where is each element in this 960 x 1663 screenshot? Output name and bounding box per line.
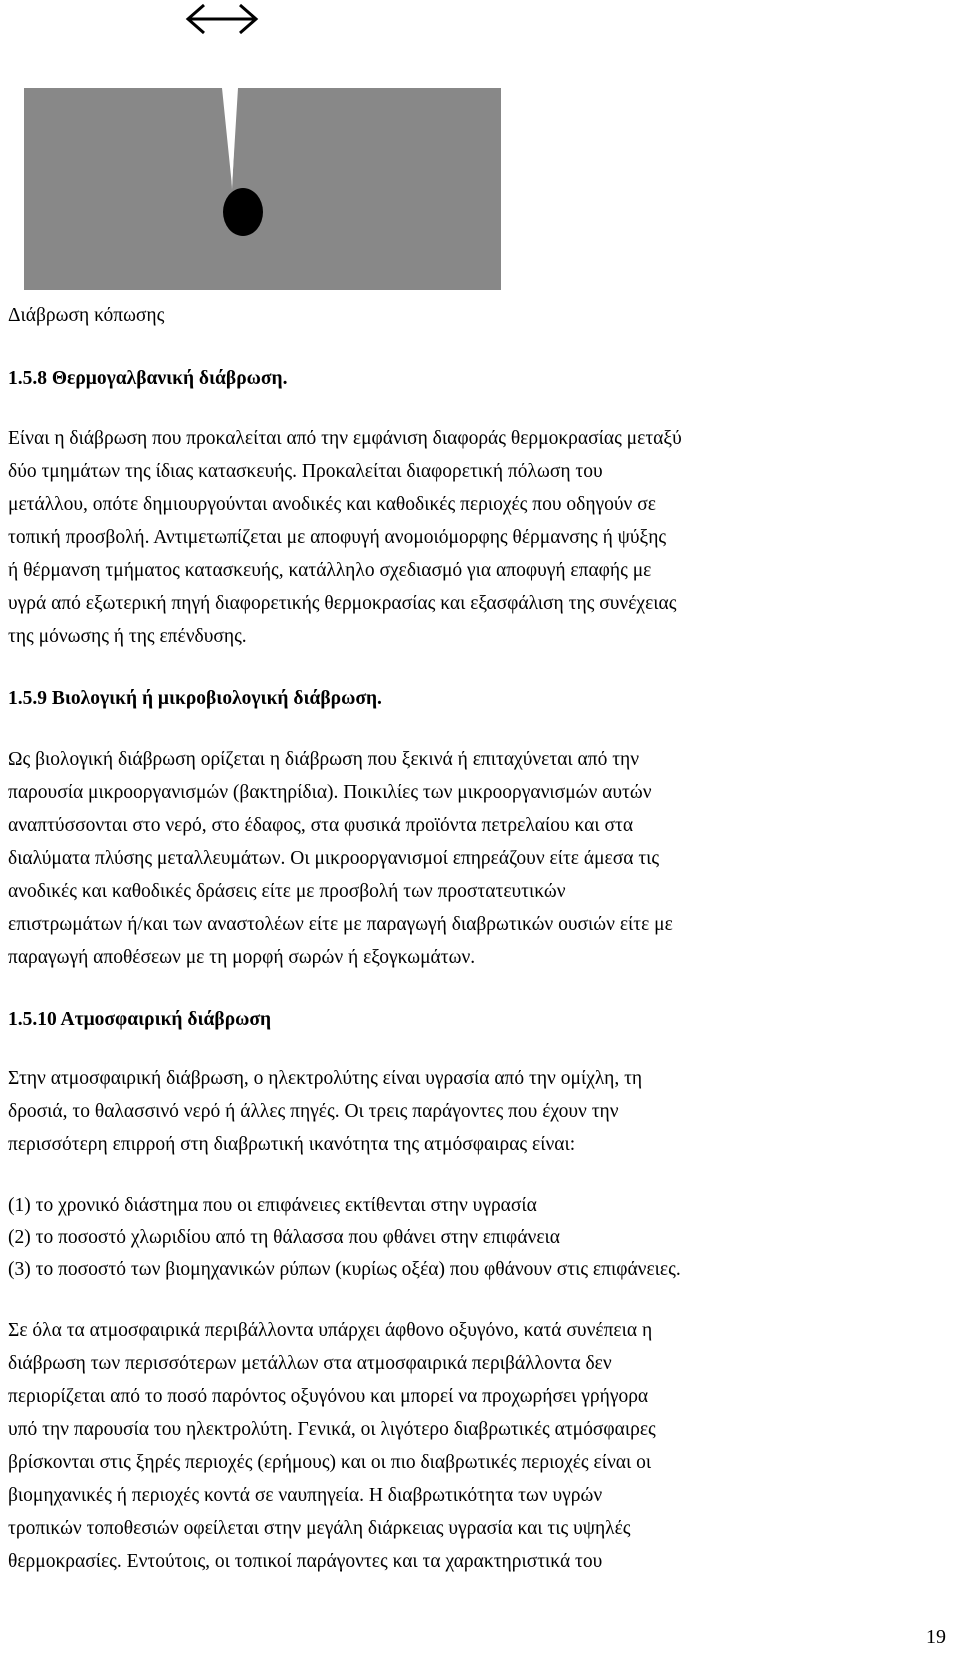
paragraph-line: δροσιά, το θαλασσινό νερό ή άλλες πηγές. Οι τρεις παράγοντες που έχουν την: [8, 1101, 619, 1122]
paragraph-line: τοπική προσβολή. Αντιμετωπίζεται με αποφυγή ανομοιόμορφης θέρμανσης ή ψύξης: [8, 527, 667, 548]
paragraph-line: διαλύματα πλύσης μεταλλευμάτων. Οι μικροοργανισμοί επηρεάζουν είτε άμεσα τις: [8, 848, 660, 869]
paragraph-line: παραγωγή αποθέσεων με τη μορφή σωρών ή εξογκωμάτων.: [8, 947, 476, 968]
paragraph-line: υπό την παρουσία του ηλεκτρολύτη. Γενικά, οι λιγότερο διαβρωτικές ατμόσφαιρες: [8, 1419, 656, 1440]
section-heading-thermogalvanic: 1.5.8 Θερμογαλβανική διάβρωση.: [8, 368, 288, 389]
paragraph-line: περιορίζεται από το ποσό παρόντος οξυγόνου και μπορεί να προχωρήσει γρήγορα: [8, 1386, 649, 1407]
paragraph-line: Ως βιολογική διάβρωση ορίζεται η διάβρωση που ξεκινά ή επιταχύνεται από την: [8, 749, 640, 770]
paragraph-line: επιστρωμάτων ή/και των αναστολέων είτε με παραγωγή διαβρωτικών ουσιών είτε με: [8, 914, 673, 935]
paragraph-line: Στην ατμοσφαιρική διάβρωση, ο ηλεκτρολύτης είναι υγρασία από την ομίχλη, τη: [8, 1068, 643, 1089]
section-heading-atmospheric: 1.5.10 Ατμοσφαιρική διάβρωση: [8, 1009, 272, 1030]
paragraph-line: παρουσία μικροοργανισμών (βακτηρίδια). Ποικιλίες των μικροοργανισμών αυτών: [8, 782, 652, 803]
paragraph-line: θερμοκρασίες. Εντούτοις, οι τοπικοί παράγοντες και τα χαρακτηριστικά του: [8, 1551, 603, 1572]
paragraph-line: της μόνωσης ή της επένδυσης.: [8, 626, 247, 647]
page-number: 19: [926, 1626, 946, 1648]
paragraph-line: βιομηχανικές ή περιοχές κοντά σε ναυπηγεία. Η διαβρωτικότητα των υγρών: [8, 1485, 603, 1506]
paragraph-line: διάβρωση των περισσότερων μετάλλων στα ατμοσφαιρικά περιβάλλοντα δεν: [8, 1353, 612, 1374]
paragraph-line: Σε όλα τα ατμοσφαιρικά περιβάλλοντα υπάρχει άφθονο οξυγόνο, κατά συνέπεια η: [8, 1320, 653, 1341]
paragraph-line: βρίσκονται στις ξηρές περιοχές (ερήμους) και οι πιο διαβρωτικές περιοχές είναι οι: [8, 1452, 652, 1473]
factor-item: (3) το ποσοστό των βιομηχανικών ρύπων (κυρίως οξέα) που φθάνουν στις επιφάνειες.: [8, 1259, 681, 1280]
paragraph-line: Είναι η διάβρωση που προκαλείται από την εμφάνιση διαφοράς θερμοκρασίας μεταξύ: [8, 428, 682, 449]
fatigue-corrosion-figure: [0, 0, 520, 300]
paragraph-line: τροπικών τοποθεσιών οφείλεται στην μεγάλη διάρκειας υγρασία και τις υψηλές: [8, 1518, 631, 1539]
figure-caption: Διάβρωση κόπωσης: [8, 305, 165, 326]
paragraph-line: δύο τμημάτων της ίδιας κατασκευής. Προκαλείται διαφορετική πόλωση του: [8, 461, 603, 482]
paragraph-line: ανοδικές και καθοδικές δράσεις είτε με προσβολή των προστατευτικών: [8, 881, 566, 902]
paragraph-line: αναπτύσσονται στο νερό, στο έδαφος, στα φυσικά προϊόντα πετρελαίου και στα: [8, 815, 634, 836]
section-heading-biological: 1.5.9 Βιολογική ή μικροβιολογική διάβρωση.: [8, 688, 382, 709]
factor-item: (1) το χρονικό διάστημα που οι επιφάνειες εκτίθενται στην υγρασία: [8, 1195, 537, 1216]
paragraph-line: μετάλλου, οπότε δημιουργούνται ανοδικές και καθοδικές περιοχές που οδηγούν σε: [8, 494, 656, 515]
factor-item: (2) το ποσοστό χλωριδίου από τη θάλασσα που φθάνει στην επιφάνεια: [8, 1227, 560, 1248]
paragraph-line: υγρά από εξωτερική πηγή διαφορετικής θερμοκρασίας και εξασφάλιση της συνέχειας: [8, 593, 677, 614]
fatigue-pit: [223, 188, 263, 236]
double-arrow-icon: [188, 5, 256, 33]
paragraph-line: περισσότερη επιρροή στη διαβρωτική ικανότητα της ατμόσφαιρας είναι:: [8, 1134, 576, 1155]
metal-specimen: [24, 88, 501, 290]
paragraph-line: ή θέρμανση τμήματος κατασκευής, κατάλληλο σχεδιασμό για αποφυγή επαφής με: [8, 560, 652, 581]
